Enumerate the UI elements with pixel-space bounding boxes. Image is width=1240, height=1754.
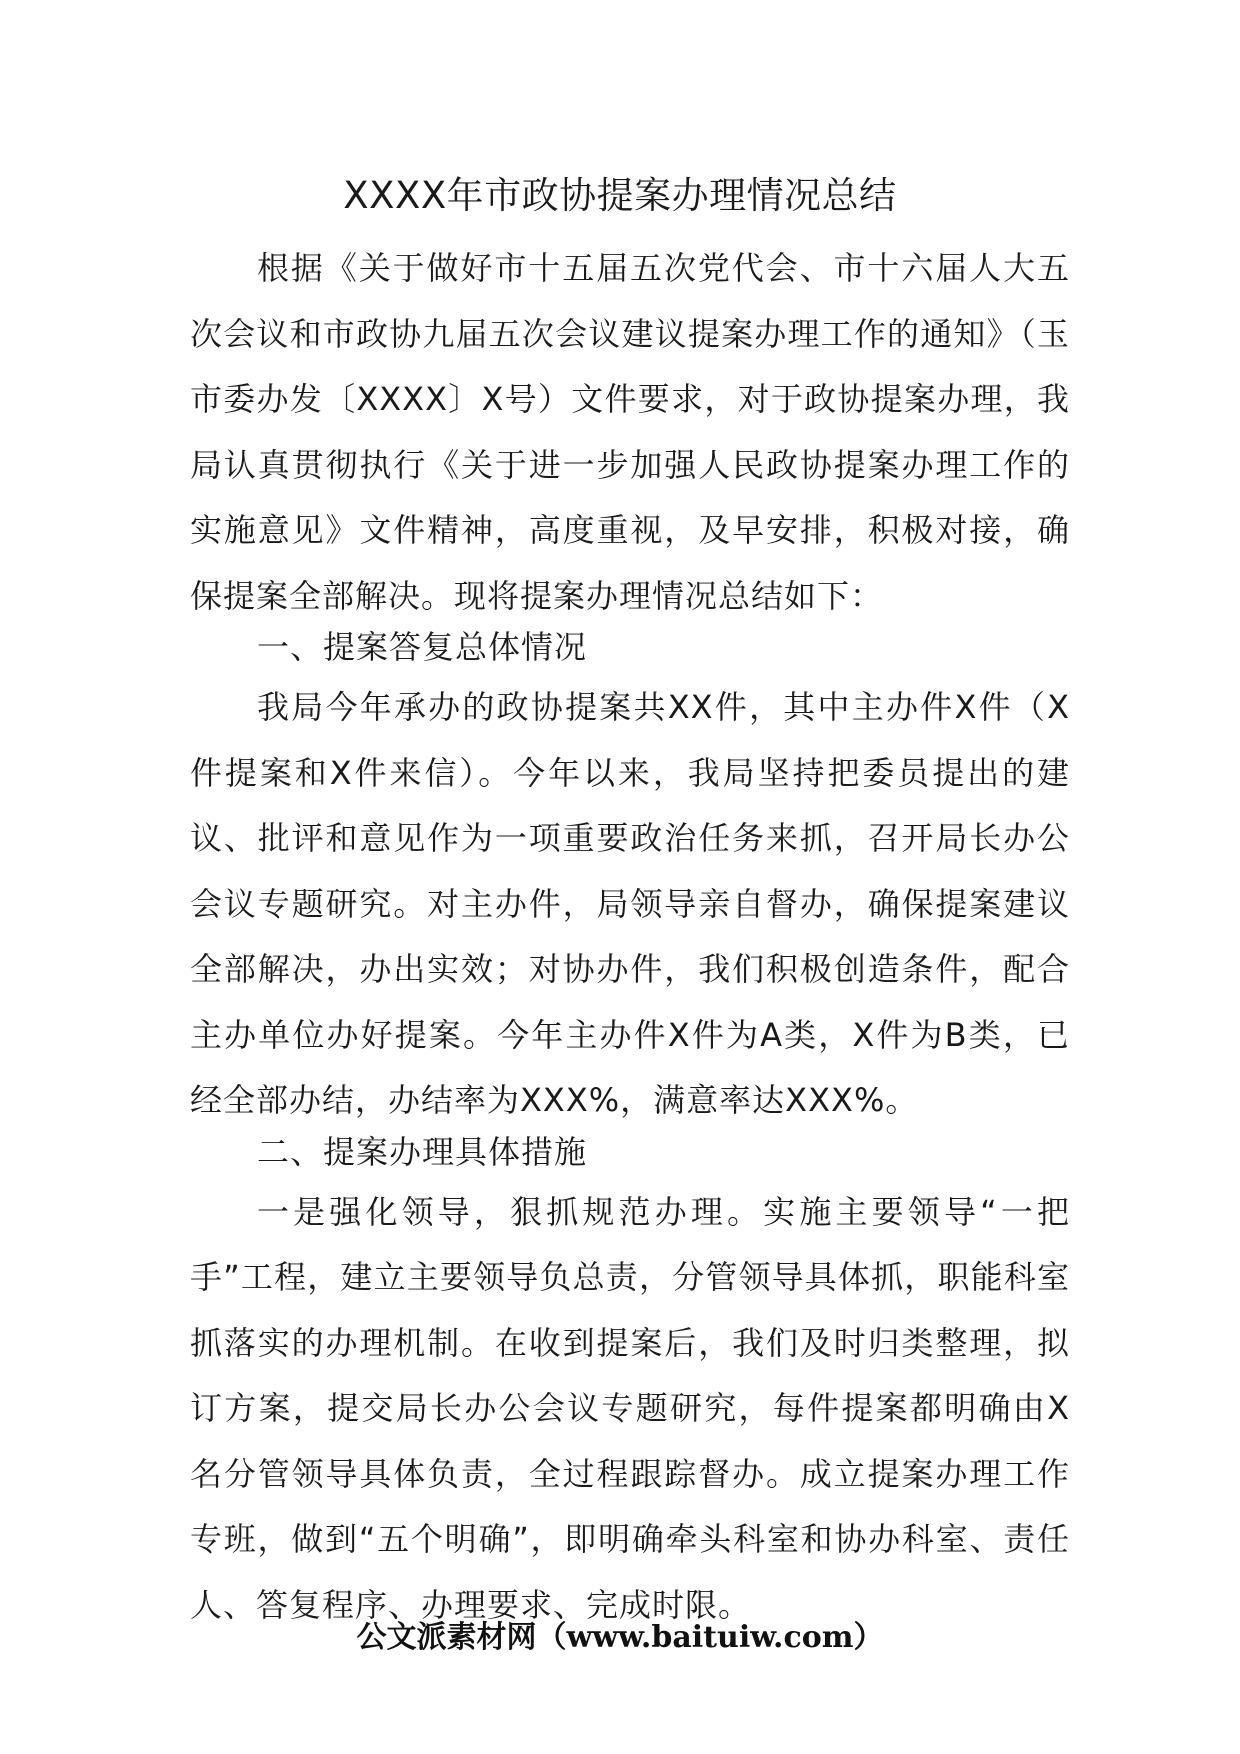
section-heading-1: 一、提案答复总体情况: [257, 628, 588, 666]
intro-paragraph: 根据《关于做好市十五届五次党代会、市十六届人大五次会议和市政协九届五次会议建议提案办理工作的通知》（玉市委办发〔XXXX〕X号）文件要求，对于政协提案办理，我局认真贯彻执行《关于进一步加强人民政协提案办理工作的实施意见》文件精神，高度重视，及早安排，积极对接，确保提案全部解决。现将提案办理情况总结如下：: [190, 249, 1070, 615]
section-2-paragraph: 一是强化领导，狠抓规范办理。实施主要领导“一把手”工程，建立主要领导负总责，分管领导具体抓，职能科室抓落实的办理机制。在收到提案后，我们及时归类整理，拟订方案，提交局长办公会议专题研究，每件提案都明确由X名分管领导具体负责，全过程跟踪督办。成立提案办理工作专班，做到“五个明确”，即明确牵头科室和协办科室、责任人、答复程序、办理要求、完成时限。: [190, 1192, 1070, 1624]
section-heading-2: 二、提案办理具体措施: [257, 1132, 588, 1171]
document-title: XXXX年市政协提案办理情况总结: [343, 174, 897, 217]
footer-watermark: 公文派素材网（www.baituiw.com）: [356, 1620, 884, 1655]
section-1-paragraph: 我局今年承办的政协提案共XX件，其中主办件X件（X件提案和X件来信）。今年以来，我局坚持把委员提出的建议、批评和意见作为一项重要政治任务来抓，召开局长办公会议专题研究。对主办件，局领导亲自督办，确保提案建议全部解决，办出实效；对协办件，我们积极创造条件，配合主办单位办好提案。今年主办件X件为A类，X件为B类，已经全部办结，办结率为XXX%，满意率达XXX%。: [190, 688, 1070, 1119]
document-body: [190, 236, 1070, 1638]
